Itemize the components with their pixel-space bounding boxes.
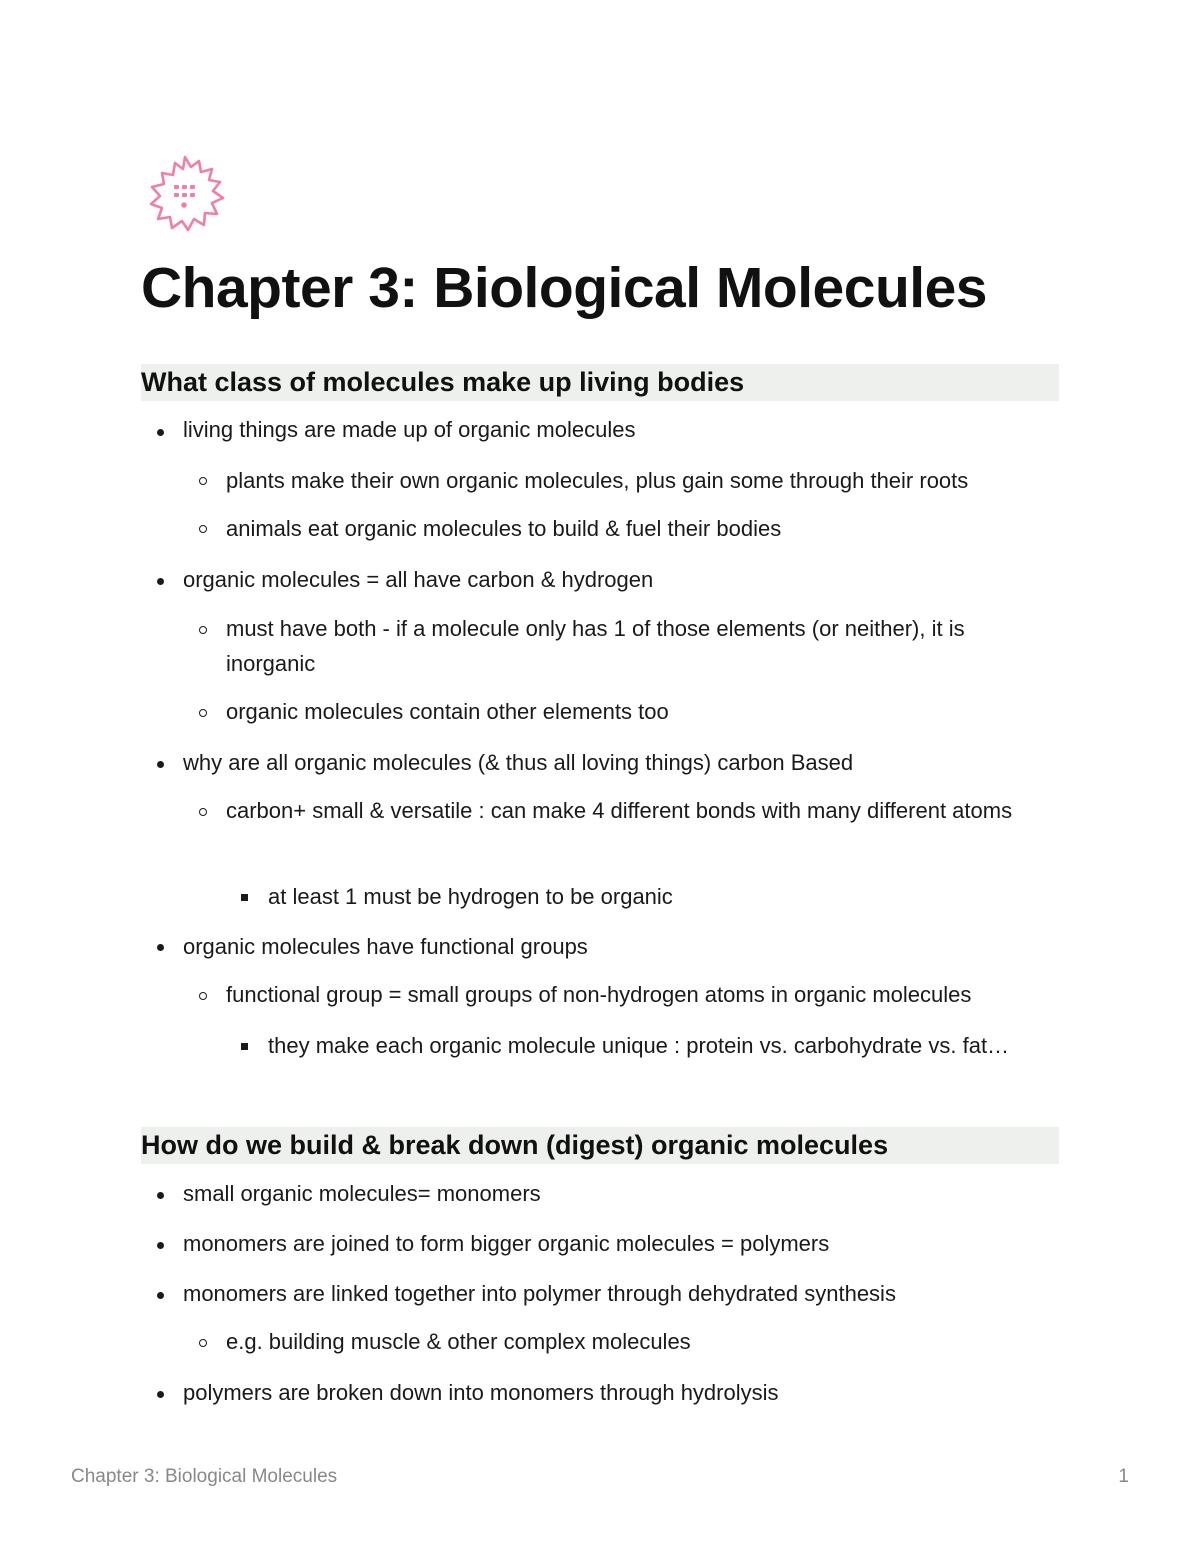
- list-item: living things are made up of organic molecules: [183, 417, 636, 442]
- bullet-circle: [199, 477, 207, 485]
- list-item: animals eat organic molecules to build & fuel their bodies: [226, 516, 782, 541]
- list-item: e.g. building muscle & other complex molecules: [226, 1329, 691, 1354]
- page-title: Chapter 3: Biological Molecules: [141, 256, 988, 320]
- list-item: organic molecules = all have carbon & hydrogen: [183, 567, 654, 592]
- list-item: carbon+ small & versatile : can make 4 different bonds with many different atoms: [226, 798, 1013, 823]
- bullet-disc: [157, 761, 164, 768]
- list-item: at least 1 must be hydrogen to be organic: [268, 884, 673, 909]
- bullet-circle: [199, 709, 207, 717]
- bullet-circle: [199, 626, 207, 634]
- bullet-circle: [199, 808, 207, 816]
- list-item: organic molecules have functional groups: [183, 934, 588, 959]
- list-item: must have both - if a molecule only has 1 of those elements (or neither), it is inorganic: [226, 616, 965, 676]
- bullet-disc: [157, 578, 164, 585]
- list-item: polymers are broken down into monomers through hydrolysis: [183, 1380, 779, 1405]
- footer-title: Chapter 3: Biological Molecules: [71, 1466, 338, 1487]
- bullet-circle: [199, 1339, 207, 1347]
- bullet-disc: [157, 1242, 164, 1249]
- bullet-circle: [199, 992, 207, 1000]
- bullet-disc: [157, 944, 164, 951]
- bullet-square: [241, 1043, 248, 1050]
- list-item: they make each organic molecule unique : protein vs. carbohydrate vs. fat…: [268, 1033, 1010, 1058]
- section-heading-build-break-down: How do we build & break down (digest) organic molecules: [141, 1127, 1059, 1164]
- section-heading-molecule-classes: What class of molecules make up living bodies: [141, 364, 1059, 401]
- bullet-circle: [199, 525, 207, 533]
- flower-icon: [143, 153, 227, 233]
- bullet-disc: [157, 429, 164, 436]
- bullet-square: [241, 894, 248, 901]
- list-item: plants make their own organic molecules, plus gain some through their roots: [226, 468, 969, 493]
- list-item: organic molecules contain other elements too: [226, 699, 669, 724]
- list-item: why are all organic molecules (& thus all loving things) carbon Based: [183, 750, 854, 775]
- page-number: 1: [1118, 1466, 1129, 1487]
- list-item: monomers are linked together into polymer through dehydrated synthesis: [183, 1281, 896, 1306]
- bullet-disc: [157, 1292, 164, 1299]
- list-item: small organic molecules= monomers: [183, 1181, 541, 1206]
- list-item: functional group = small groups of non-hydrogen atoms in organic molecules: [226, 982, 972, 1007]
- bullet-disc: [157, 1391, 164, 1398]
- list-item: monomers are joined to form bigger organic molecules = polymers: [183, 1231, 830, 1256]
- bullet-disc: [157, 1192, 164, 1199]
